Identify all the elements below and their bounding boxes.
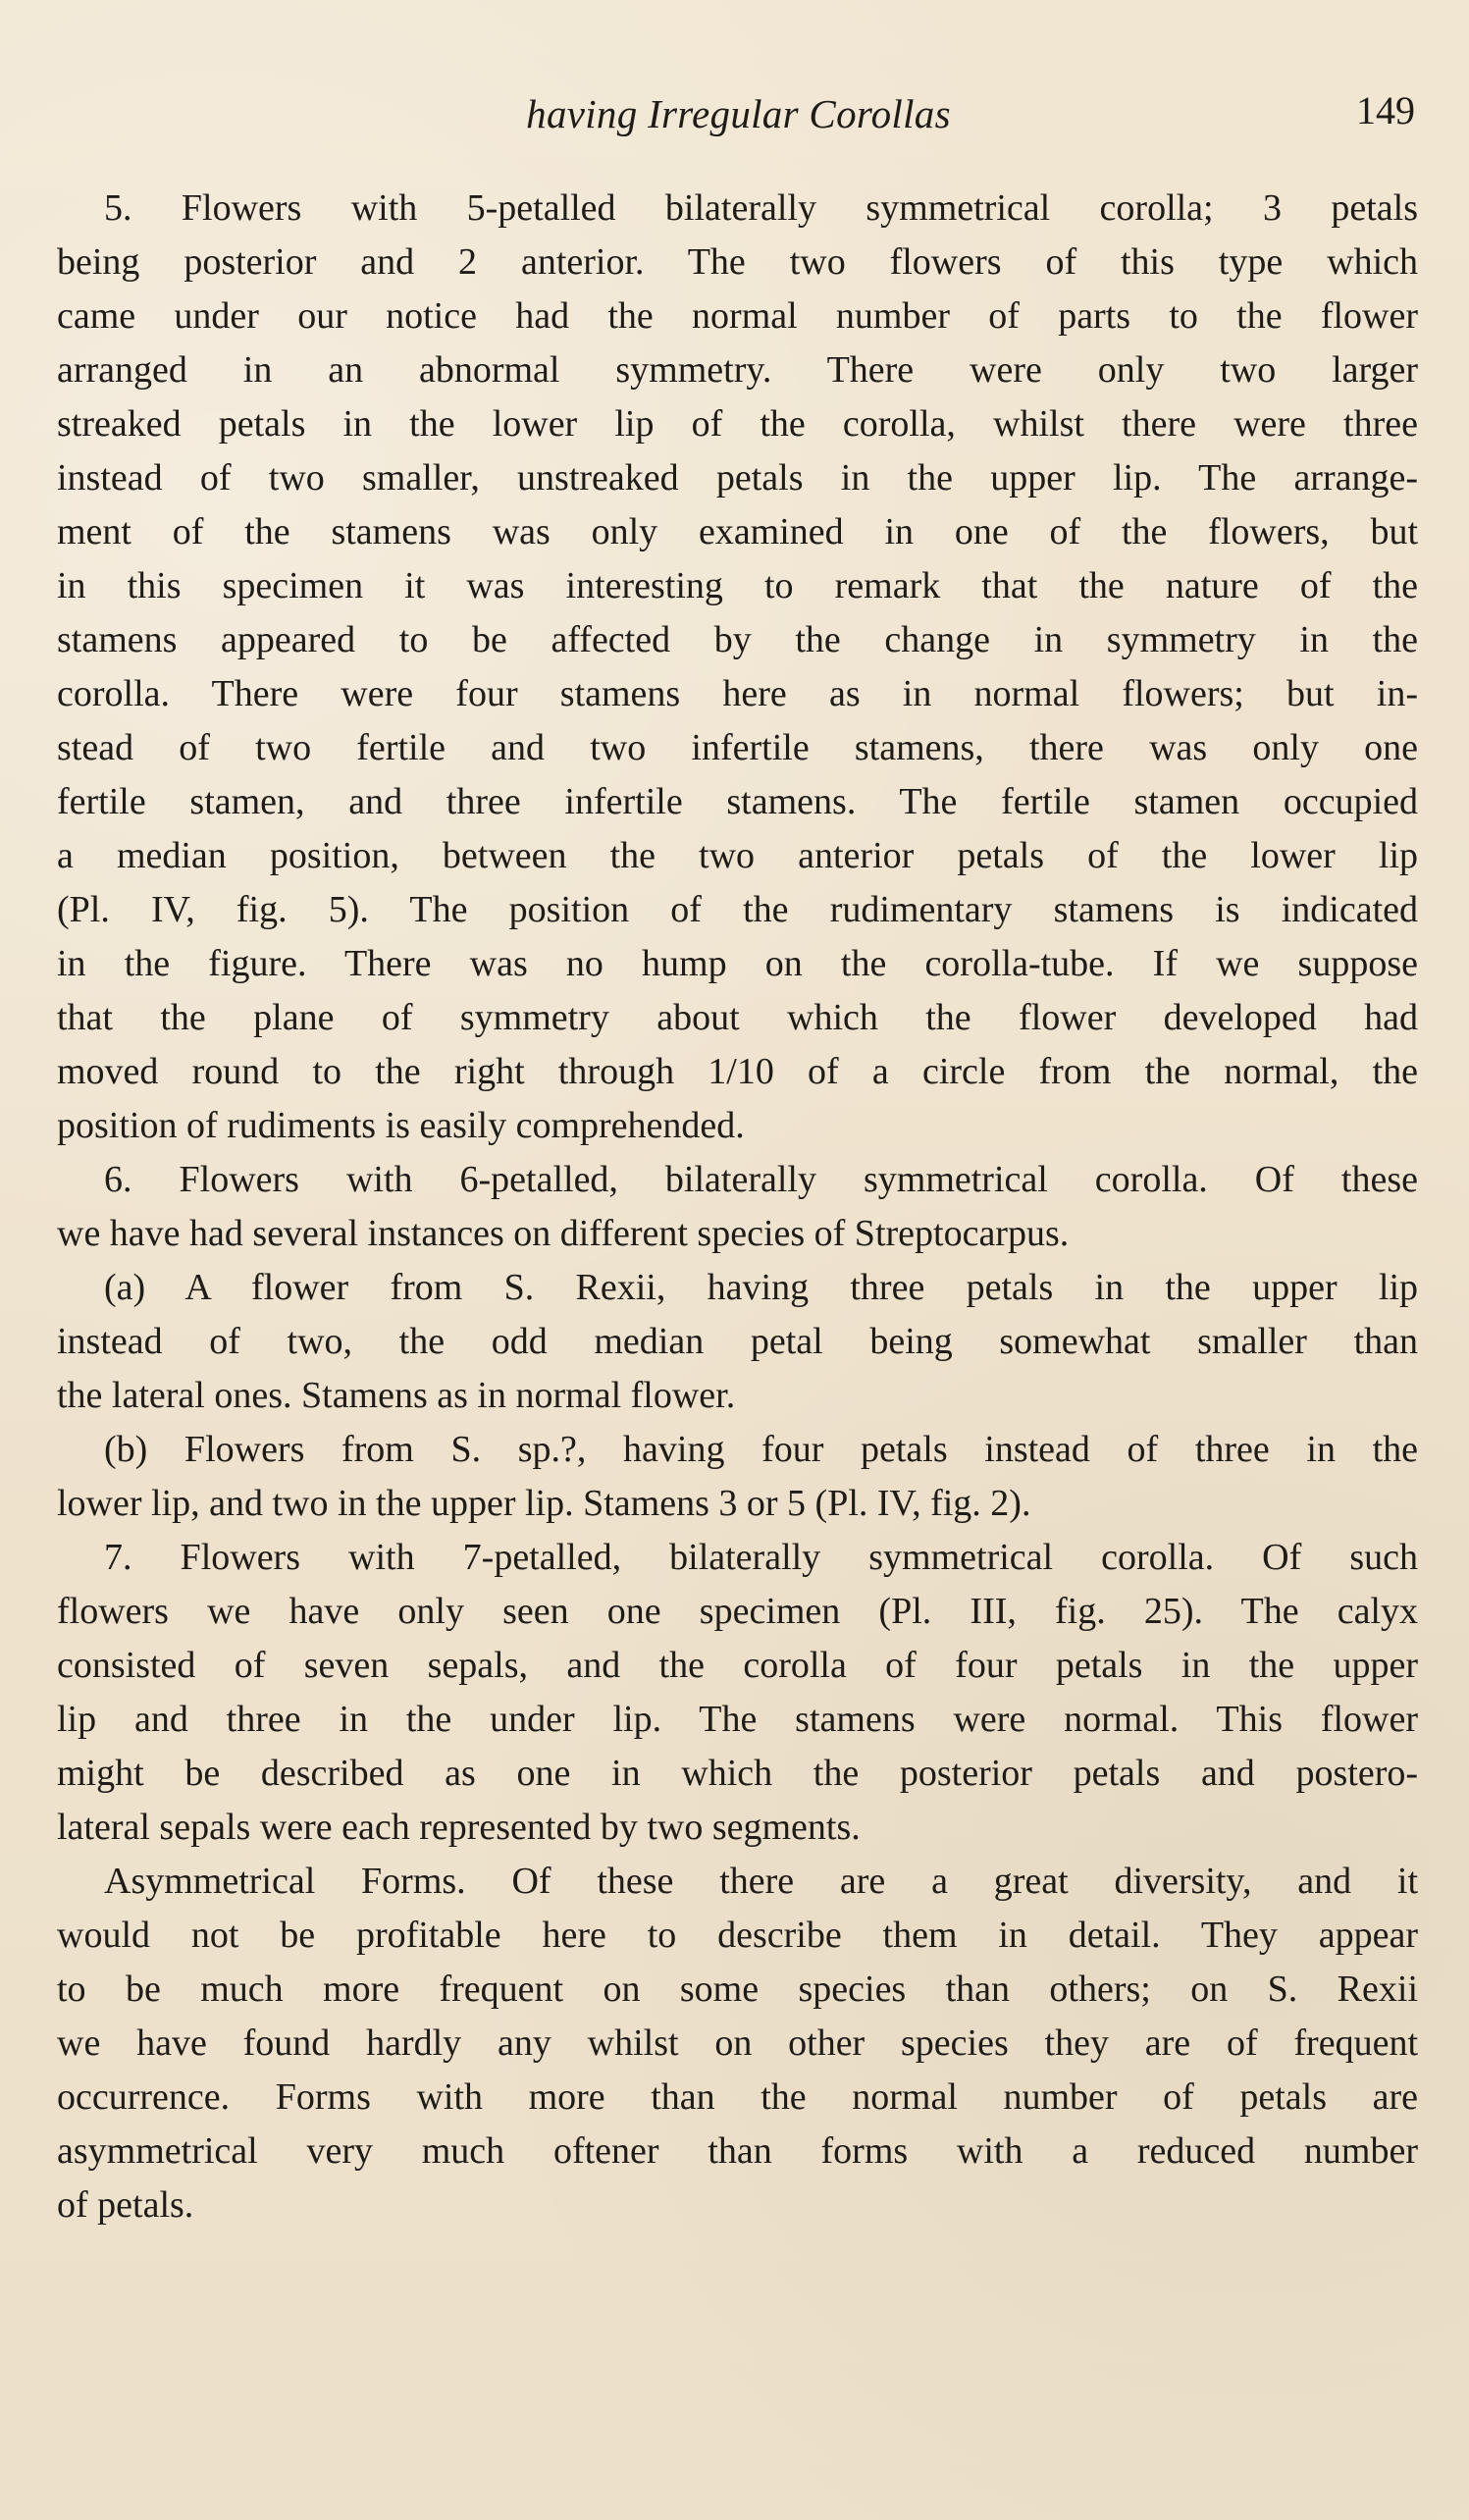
- text-line: of petals.: [57, 2184, 194, 2226]
- text-line: position of rudiments is easily comprehended.: [57, 1105, 745, 1146]
- text-line: moved round to the right through 1/10 of a circle from the normal, the: [57, 1051, 1418, 1092]
- text-line: 5. Flowers with 5-petalled bilaterally symmetrical corolla; 3 petals: [104, 187, 1418, 229]
- text-line: 7. Flowers with 7-petalled, bilaterally symmetrical corolla. Of such: [104, 1537, 1418, 1578]
- text-line: being posterior and 2 anterior. The two flowers of this type which: [57, 241, 1418, 283]
- text-line: flowers we have only seen one specimen (Pl. III, fig. 25). The calyx: [57, 1591, 1418, 1632]
- text-line: we have had several instances on different species of Streptocarpus.: [57, 1213, 1070, 1254]
- text-line: instead of two, the odd median petal being somewhat smaller than: [57, 1321, 1418, 1362]
- page-header: [59, 90, 1418, 149]
- text-line: in the figure. There was no hump on the corolla-tube. If we suppose: [57, 943, 1418, 984]
- text-line: would not be profitable here to describe them in detail. They appear: [57, 1915, 1418, 1956]
- text-line: instead of two smaller, unstreaked petals in the upper lip. The arrange-: [57, 457, 1418, 499]
- text-line: occurrence. Forms with more than the normal number of petals are: [57, 2076, 1418, 2118]
- text-line: to be much more frequent on some species than others; on S. Rexii: [57, 1969, 1418, 2010]
- text-line: Asymmetrical Forms. Of these there are a great diversity, and it: [104, 1861, 1418, 1902]
- text-line: might be described as one in which the posterior petals and postero-: [57, 1753, 1418, 1794]
- text-line: (a) A flower from S. Rexii, having three petals in the upper lip: [104, 1267, 1418, 1308]
- text-line: we have found hardly any whilst on other species they are of frequent: [57, 2022, 1418, 2064]
- page-number: 149: [1356, 88, 1415, 132]
- text-line: (Pl. IV, fig. 5). The position of the rudimentary stamens is indicated: [57, 889, 1418, 930]
- text-line: asymmetrical very much oftener than forms with a reduced number: [57, 2130, 1418, 2172]
- text-line: that the plane of symmetry about which the flower developed had: [57, 997, 1418, 1038]
- text-line: the lateral ones. Stamens as in normal flower.: [57, 1375, 736, 1416]
- text-line: in this specimen it was interesting to remark that the nature of the: [57, 565, 1418, 606]
- text-line: a median position, between the two anterior petals of the lower lip: [57, 835, 1418, 876]
- text-line: fertile stamen, and three infertile stamens. The fertile stamen occupied: [57, 781, 1418, 822]
- body-text: [57, 182, 1418, 2232]
- text-line: ment of the stamens was only examined in one of the flowers, but: [57, 511, 1418, 552]
- text-line: corolla. There were four stamens here as in normal flowers; but in-: [57, 673, 1418, 714]
- text-line: stead of two fertile and two infertile stamens, there was only one: [57, 727, 1418, 768]
- text-line: stamens appeared to be affected by the change in symmetry in the: [57, 619, 1418, 660]
- text-line: arranged in an abnormal symmetry. There were only two larger: [57, 349, 1418, 391]
- running-title: having Irregular Corollas: [526, 91, 951, 136]
- text-line: lateral sepals were each represented by two segments.: [57, 1807, 861, 1848]
- text-line: 6. Flowers with 6-petalled, bilaterally symmetrical corolla. Of these: [104, 1159, 1418, 1200]
- text-line: streaked petals in the lower lip of the corolla, whilst there were three: [57, 403, 1418, 445]
- text-line: consisted of seven sepals, and the corolla of four petals in the upper: [57, 1645, 1418, 1686]
- text-line: came under our notice had the normal number of parts to the flower: [57, 295, 1418, 337]
- text-line: lower lip, and two in the upper lip. Stamens 3 or 5 (Pl. IV, fig. 2).: [57, 1483, 1031, 1524]
- text-line: lip and three in the under lip. The stamens were normal. This flower: [57, 1699, 1418, 1740]
- text-line: (b) Flowers from S. sp.?, having four petals instead of three in the: [104, 1429, 1418, 1470]
